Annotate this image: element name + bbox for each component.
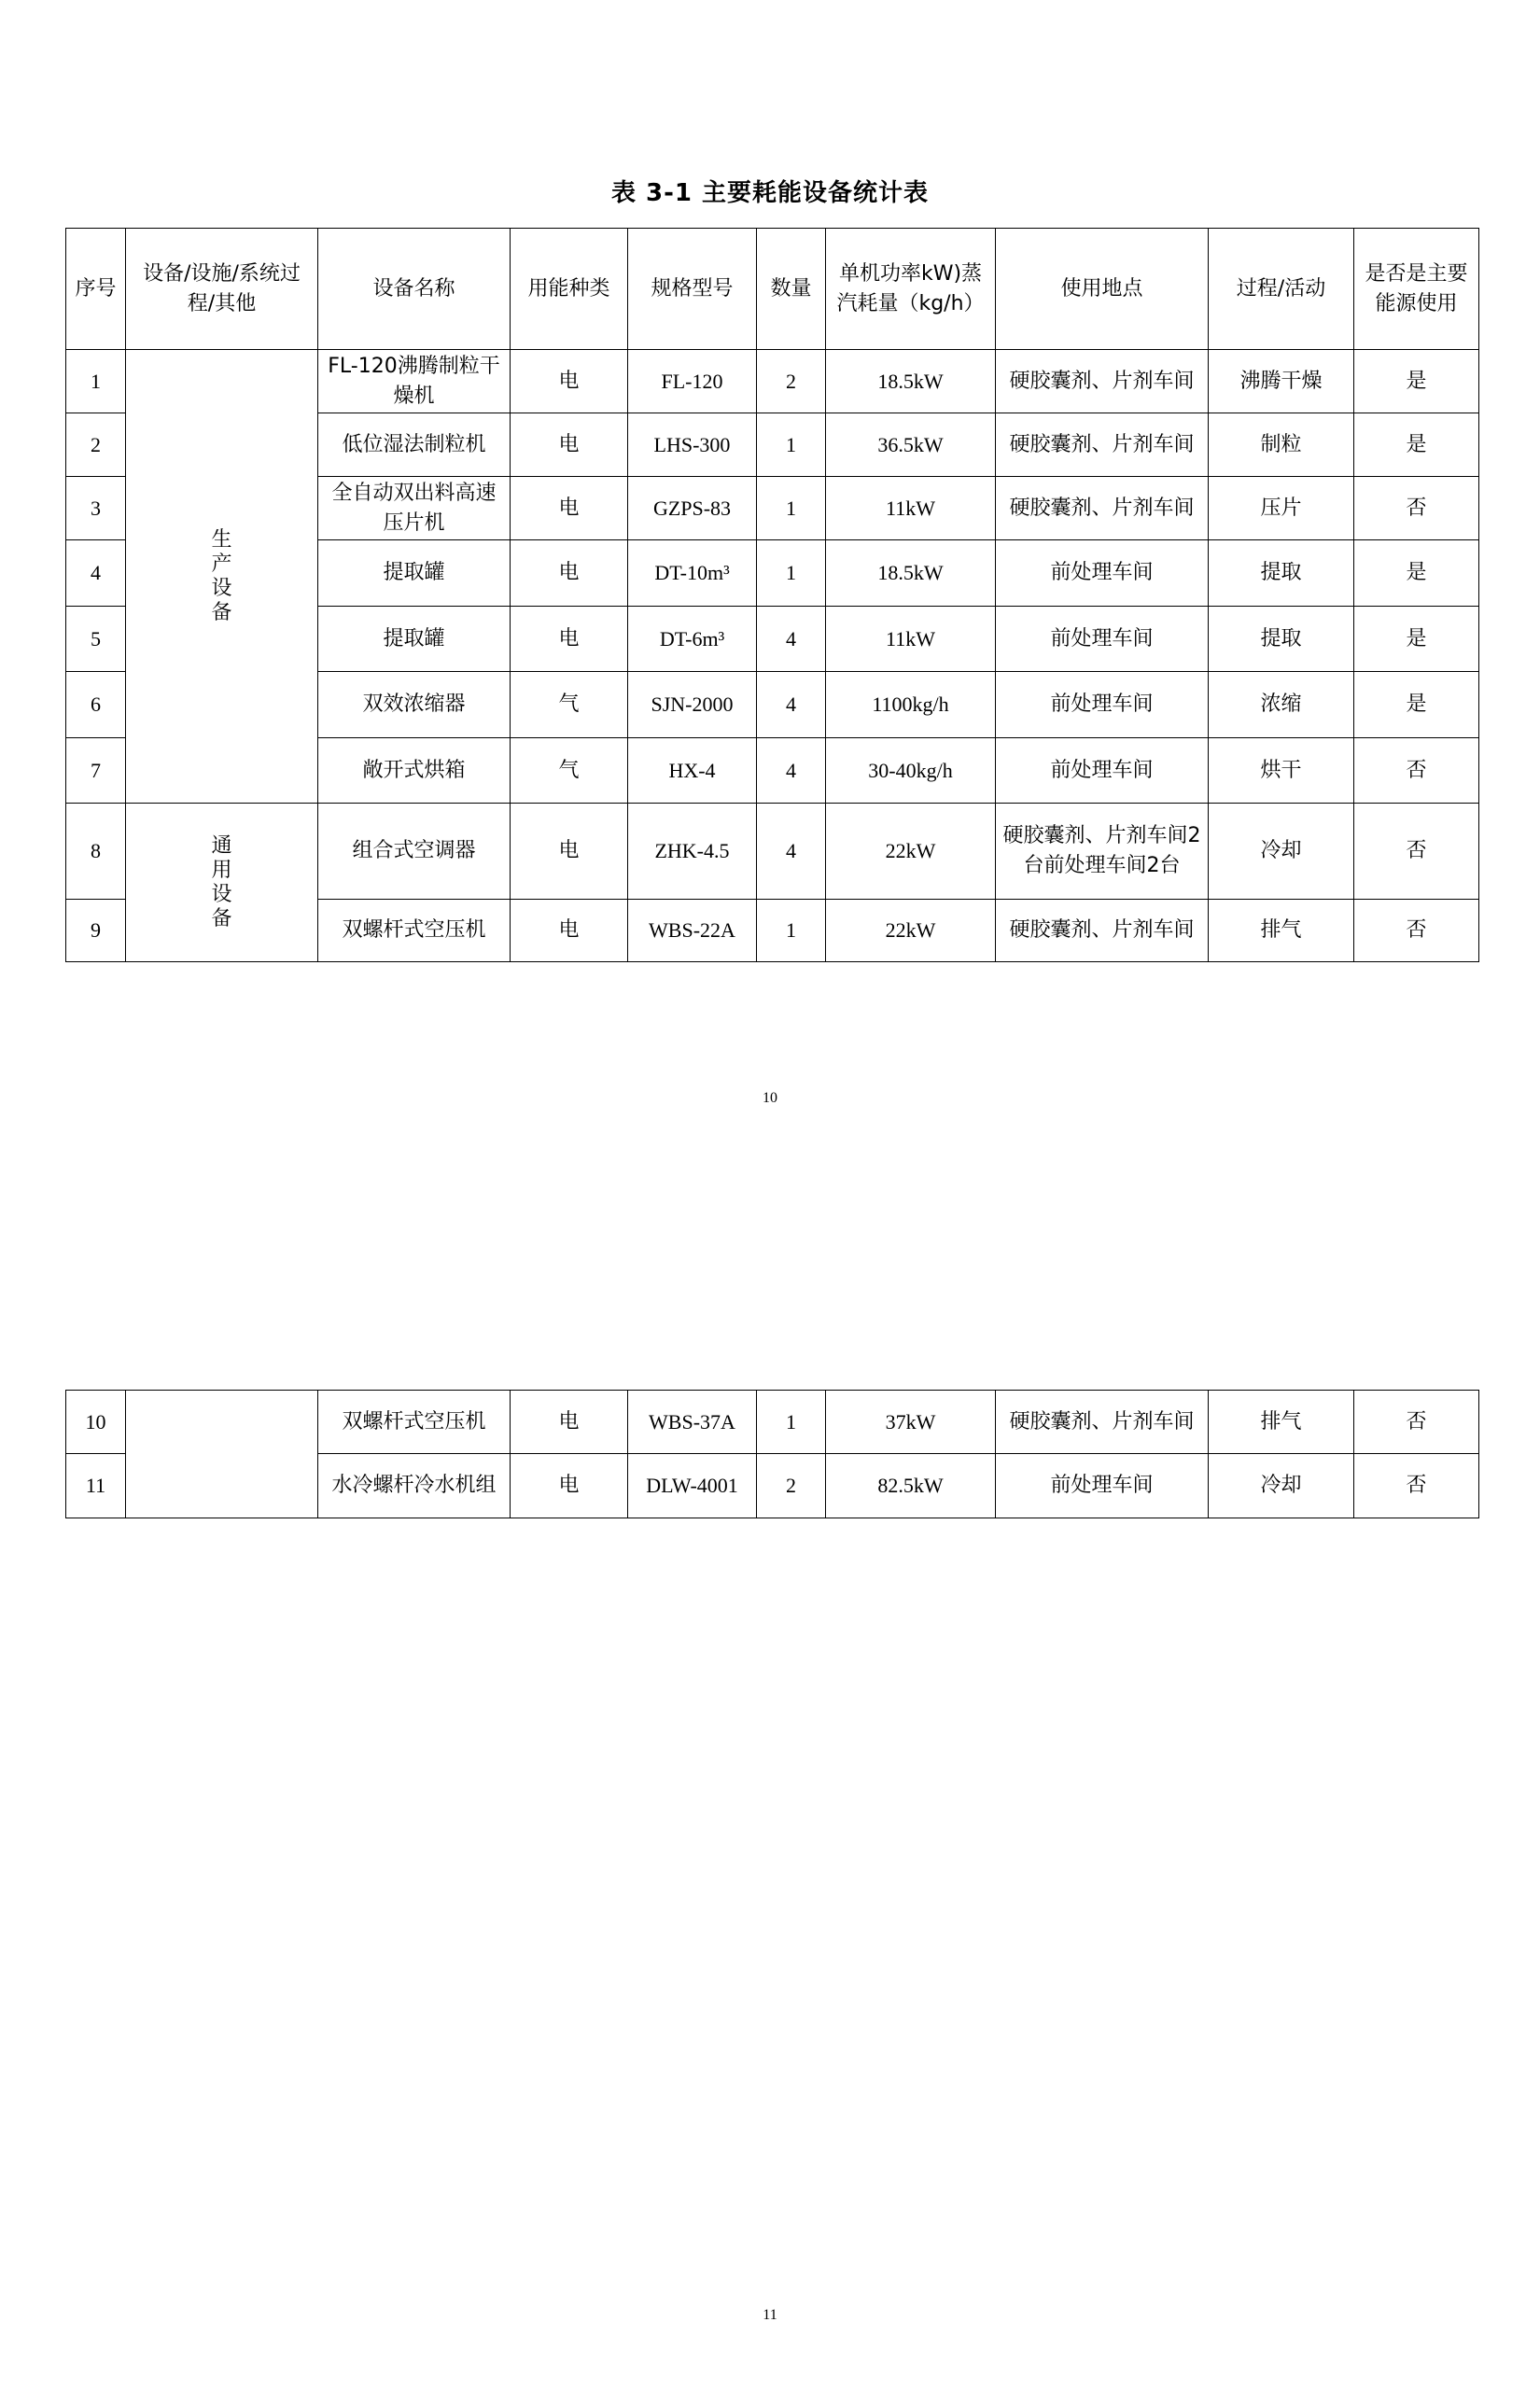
cell-name: 水冷螺杆冷水机组 — [318, 1454, 511, 1518]
cell-seq: 4 — [66, 540, 126, 607]
header-is-main: 是否是主要能源使用 — [1354, 229, 1479, 350]
header-location: 使用地点 — [996, 229, 1209, 350]
cell-energy-type: 电 — [511, 540, 628, 607]
header-category: 设备/设施/系统过程/其他 — [126, 229, 318, 350]
cell-location: 硬胶囊剂、片剂车间 — [996, 1391, 1209, 1454]
cell-location: 硬胶囊剂、片剂车间 — [996, 477, 1209, 540]
cell-qty: 1 — [757, 477, 826, 540]
cell-power: 1100kg/h — [826, 672, 996, 738]
cell-energy-type: 电 — [511, 804, 628, 900]
cell-location: 前处理车间 — [996, 738, 1209, 804]
cell-seq: 8 — [66, 804, 126, 900]
cell-energy-type: 电 — [511, 607, 628, 672]
table-row — [66, 1391, 1479, 1454]
cell-is-main: 否 — [1354, 477, 1479, 540]
cell-location: 硬胶囊剂、片剂车间 — [996, 900, 1209, 962]
header-qty: 数量 — [757, 229, 826, 350]
table-title: 表 3-1 主要耗能设备统计表 — [610, 179, 930, 207]
cell-power: 11kW — [826, 477, 996, 540]
cell-is-main: 是 — [1354, 540, 1479, 607]
cell-energy-type: 电 — [511, 1454, 628, 1518]
group-general-label: 通用设备 — [211, 833, 232, 930]
cell-qty: 4 — [757, 804, 826, 900]
cell-process: 浓缩 — [1209, 672, 1354, 738]
page-number: 10 — [763, 1090, 777, 1106]
cell-name: 全自动双出料高速压片机 — [318, 477, 511, 540]
header-model: 规格型号 — [628, 229, 757, 350]
cell-energy-type: 电 — [511, 413, 628, 477]
header-process: 过程/活动 — [1209, 229, 1354, 350]
table-row — [66, 804, 1479, 900]
cell-energy-type: 电 — [511, 900, 628, 962]
cell-process: 制粒 — [1209, 413, 1354, 477]
cell-seq: 6 — [66, 672, 126, 738]
cell-process: 提取 — [1209, 607, 1354, 672]
cell-seq: 10 — [66, 1391, 126, 1454]
cell-power: 36.5kW — [826, 413, 996, 477]
header-row — [66, 229, 1479, 350]
cell-qty: 1 — [757, 900, 826, 962]
group-continued-cell — [126, 1391, 318, 1518]
cell-energy-type: 气 — [511, 738, 628, 804]
cell-power: 11kW — [826, 607, 996, 672]
header-power: 单机功率kW)蒸汽耗量（kg/h） — [826, 229, 996, 350]
equipment-table — [65, 228, 1479, 962]
group-general-cell — [126, 804, 318, 962]
cell-qty: 2 — [757, 350, 826, 413]
cell-location: 硬胶囊剂、片剂车间2台前处理车间2台 — [996, 804, 1209, 900]
group-production-cell — [126, 350, 318, 804]
cell-process: 排气 — [1209, 1391, 1354, 1454]
cell-process: 排气 — [1209, 900, 1354, 962]
cell-is-main: 是 — [1354, 607, 1479, 672]
cell-is-main: 是 — [1354, 672, 1479, 738]
cell-is-main: 是 — [1354, 350, 1479, 413]
cell-model: DLW-4001 — [628, 1454, 757, 1518]
cell-seq: 7 — [66, 738, 126, 804]
header-name: 设备名称 — [318, 229, 511, 350]
cell-power: 22kW — [826, 900, 996, 962]
cell-location: 前处理车间 — [996, 672, 1209, 738]
cell-is-main: 否 — [1354, 1391, 1479, 1454]
cell-name: 提取罐 — [318, 540, 511, 607]
cell-model: FL-120 — [628, 350, 757, 413]
cell-is-main: 否 — [1354, 900, 1479, 962]
cell-is-main: 否 — [1354, 804, 1479, 900]
cell-location: 前处理车间 — [996, 1454, 1209, 1518]
cell-name: 提取罐 — [318, 607, 511, 672]
cell-seq: 9 — [66, 900, 126, 962]
cell-model: WBS-22A — [628, 900, 757, 962]
cell-process: 提取 — [1209, 540, 1354, 607]
cell-seq: 11 — [66, 1454, 126, 1518]
cell-process: 冷却 — [1209, 804, 1354, 900]
group-production-label: 生产设备 — [211, 527, 232, 624]
cell-seq: 3 — [66, 477, 126, 540]
cell-model: WBS-37A — [628, 1391, 757, 1454]
cell-qty: 4 — [757, 607, 826, 672]
cell-seq: 2 — [66, 413, 126, 477]
cell-energy-type: 电 — [511, 350, 628, 413]
cell-model: DT-6m³ — [628, 607, 757, 672]
cell-power: 22kW — [826, 804, 996, 900]
cell-location: 硬胶囊剂、片剂车间 — [996, 350, 1209, 413]
table-row — [66, 350, 1479, 413]
cell-name: 敞开式烘箱 — [318, 738, 511, 804]
cell-model: GZPS-83 — [628, 477, 757, 540]
cell-is-main: 否 — [1354, 1454, 1479, 1518]
header-seq: 序号 — [66, 229, 126, 350]
cell-power: 37kW — [826, 1391, 996, 1454]
cell-name: 双效浓缩器 — [318, 672, 511, 738]
cell-qty: 4 — [757, 738, 826, 804]
cell-seq: 1 — [66, 350, 126, 413]
cell-name: 双螺杆式空压机 — [318, 900, 511, 962]
cell-process: 压片 — [1209, 477, 1354, 540]
cell-model: SJN-2000 — [628, 672, 757, 738]
cell-energy-type: 气 — [511, 672, 628, 738]
cell-model: ZHK-4.5 — [628, 804, 757, 900]
cell-is-main: 是 — [1354, 413, 1479, 477]
cell-qty: 1 — [757, 540, 826, 607]
cell-qty: 1 — [757, 413, 826, 477]
cell-name: FL-120沸腾制粒干燥机 — [318, 350, 511, 413]
cell-qty: 4 — [757, 672, 826, 738]
cell-qty: 2 — [757, 1454, 826, 1518]
cell-name: 双螺杆式空压机 — [318, 1391, 511, 1454]
page-number: 11 — [763, 2307, 777, 2323]
cell-process: 冷却 — [1209, 1454, 1354, 1518]
cell-model: HX-4 — [628, 738, 757, 804]
equipment-table-continued — [65, 1390, 1479, 1518]
cell-power: 18.5kW — [826, 350, 996, 413]
cell-model: LHS-300 — [628, 413, 757, 477]
cell-energy-type: 电 — [511, 1391, 628, 1454]
cell-seq: 5 — [66, 607, 126, 672]
cell-name: 低位湿法制粒机 — [318, 413, 511, 477]
cell-location: 硬胶囊剂、片剂车间 — [996, 413, 1209, 477]
cell-power: 18.5kW — [826, 540, 996, 607]
cell-location: 前处理车间 — [996, 540, 1209, 607]
cell-process: 烘干 — [1209, 738, 1354, 804]
cell-process: 沸腾干燥 — [1209, 350, 1354, 413]
cell-energy-type: 电 — [511, 477, 628, 540]
cell-power: 30-40kg/h — [826, 738, 996, 804]
cell-model: DT-10m³ — [628, 540, 757, 607]
cell-qty: 1 — [757, 1391, 826, 1454]
cell-is-main: 否 — [1354, 738, 1479, 804]
cell-name: 组合式空调器 — [318, 804, 511, 900]
cell-location: 前处理车间 — [996, 607, 1209, 672]
header-energy-type: 用能种类 — [511, 229, 628, 350]
cell-power: 82.5kW — [826, 1454, 996, 1518]
